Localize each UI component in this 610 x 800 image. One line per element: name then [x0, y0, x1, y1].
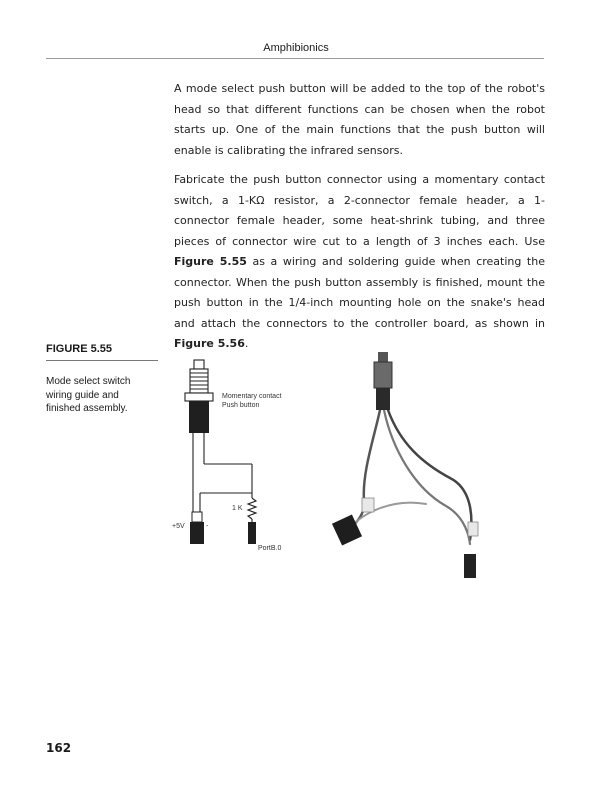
running-head: Amphibionics [263, 42, 329, 54]
figure-label: FIGURE 5.55 [46, 343, 158, 361]
paragraph-2 [174, 170, 545, 355]
paragraph-2-part-b: as a wiring and soldering guide when creating the connector. When the push button assembly is finished, mount the push button in the 1/4-inch mounting hole on the snake's head and attach the connectors to the controller board, as shown in [174, 255, 545, 330]
page-number: 162 [46, 741, 72, 755]
switch-label-line-2: Push button [222, 402, 260, 409]
header-rule [46, 58, 544, 59]
body-text [174, 79, 545, 364]
paragraph-2-part-a: Fabricate the push button connector using a momentary contact switch, a 1-KΩ resistor, a 2-connector female header, a 1-connector female header, some heat-shrink tubing, and three pieces of connector wire cut to a length of 3 inches each. Use [174, 173, 545, 248]
figure-reference-5-56: Figure 5.56 [174, 337, 245, 350]
switch-label-line-1: Momentary contact [222, 393, 282, 400]
paragraph-1: A mode select push button will be added to the top of the robot's head so that different functions can be chosen when the robot starts up. One of the main functions that the push button will enable is calibrating the infrared sensors. [174, 82, 545, 157]
figure-caption: Mode select switch wiring guide and finished assembly. [46, 376, 131, 414]
resistor-label: 1 K [232, 505, 243, 512]
paragraph-2-part-c: . [244, 337, 249, 350]
assembly-photo [322, 348, 497, 588]
plus-5v-label: +5V [172, 523, 185, 530]
port-label: PortB.0 [258, 545, 282, 552]
figure-reference-5-55: Figure 5.55 [174, 255, 247, 268]
minus-label: - [206, 523, 209, 530]
wiring-diagram [160, 352, 320, 592]
